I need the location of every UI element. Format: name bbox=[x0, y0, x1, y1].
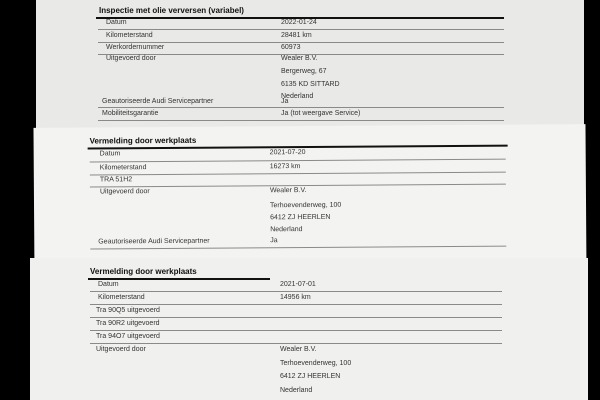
address-line: 6412 ZJ HEERLEN bbox=[280, 373, 341, 380]
row-divider bbox=[90, 291, 502, 292]
address-line: Terhoevenderweg, 100 bbox=[280, 360, 352, 367]
address-line: Nederland bbox=[281, 93, 314, 100]
service-sheet-3: Vermelding door werkplaats Datum 2021-07-01 Kilometerstand 14956 km Tra 90Q5 uitgevoerd Tra 90R2 uitgevoerd Tra 94O7 uitgevoerd Uitgevoerd door Wealer B.V. Terhoevenderweg, 100 6412 ZJ HEERLEN Nederland bbox=[30, 258, 588, 400]
address-line: Terhoevenderweg, 100 bbox=[270, 201, 342, 210]
service-sheet-1: Inspectie met olie verversen (variabel) Datum 2022-01-24 Kilometerstand 28481 km Werkordernummer 60973 Uitgevoerd door Wealer B.V. Bergerweg, 67 6135 KD SITTARD Nederland Geautoriseerde Audi Servicepartner Ja Mobiliteitsgarantie Ja (tot weergave Service) bbox=[36, 0, 584, 130]
row-uitgevoerd-door: Uitgevoerd door Wealer B.V. bbox=[99, 187, 307, 196]
service-sheet-2 bbox=[33, 124, 586, 278]
row-divider bbox=[98, 120, 504, 121]
row-divider bbox=[98, 107, 504, 108]
row-divider bbox=[90, 159, 506, 163]
section-title: Inspectie met olie verversen (variabel) bbox=[99, 6, 244, 15]
address-line: 6412 ZJ HEERLEN bbox=[270, 213, 331, 222]
title-rule bbox=[88, 278, 270, 280]
row-divider bbox=[98, 42, 504, 43]
row-datum: Datum 2021-07-20 bbox=[99, 149, 306, 158]
row-tra-code: TRA 51H2 bbox=[99, 176, 133, 184]
address-line: Nederland bbox=[280, 387, 313, 394]
row-divider bbox=[90, 330, 502, 331]
row-divider bbox=[90, 343, 502, 344]
address-line: 6135 KD SITTARD bbox=[281, 81, 340, 88]
address-line: Bergerweg, 67 bbox=[281, 68, 327, 75]
row-divider bbox=[98, 29, 504, 30]
section-title: Vermelding door werkplaats bbox=[90, 267, 197, 276]
row-kilometerstand: Kilometerstand 16273 km bbox=[99, 163, 301, 172]
address-line: Nederland bbox=[270, 226, 303, 234]
row-divider bbox=[90, 317, 502, 318]
row-divider bbox=[90, 246, 506, 250]
row-divider bbox=[90, 304, 502, 305]
row-divider bbox=[90, 172, 506, 176]
row-audi-servicepartner: Geautoriseerde Audi Servicepartner Ja bbox=[98, 237, 278, 246]
section-title: Vermelding door werkplaats bbox=[89, 135, 197, 146]
